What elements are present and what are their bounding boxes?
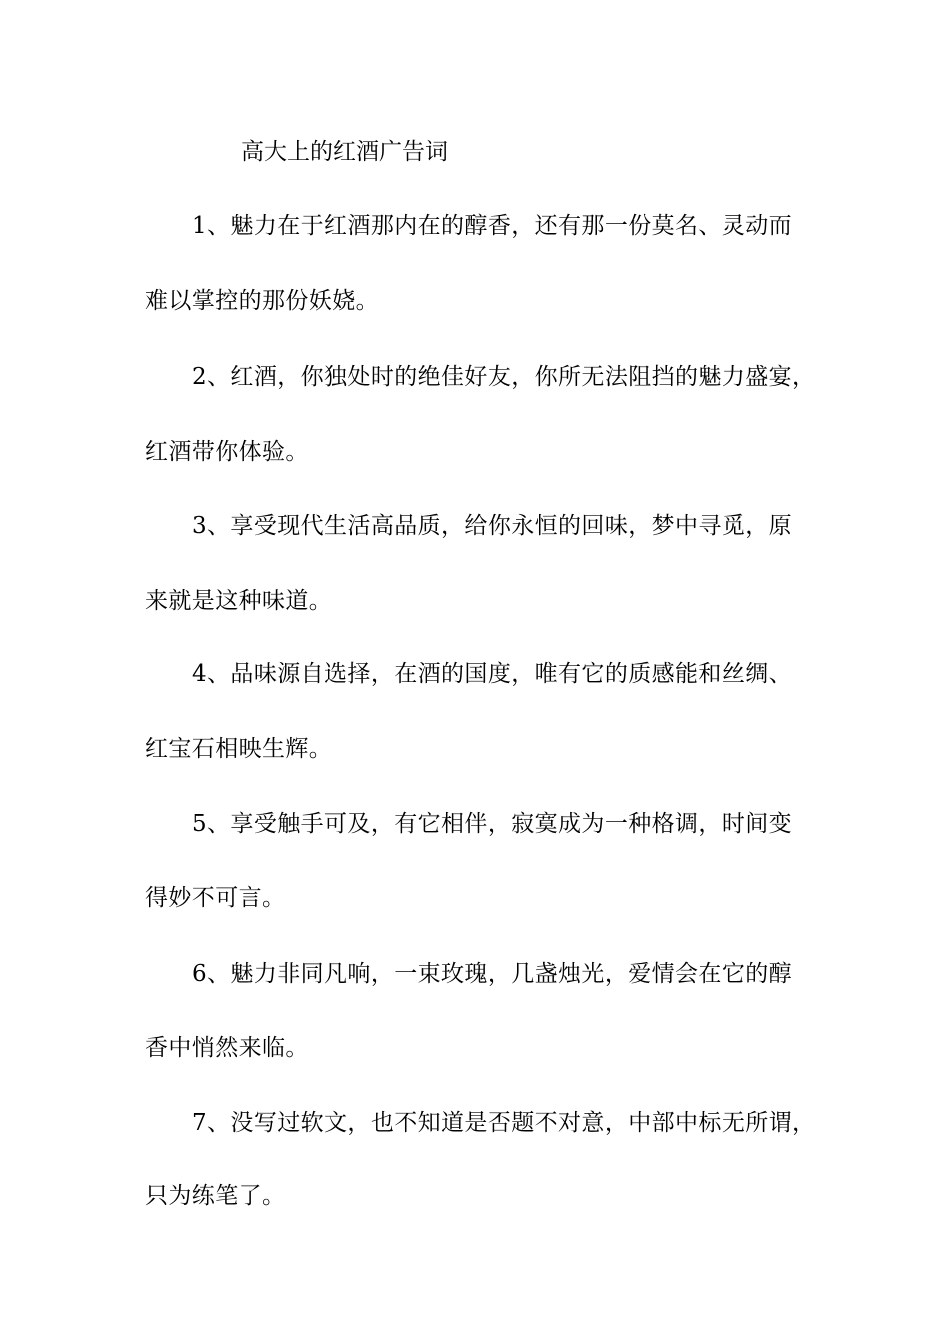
item-1-line-2: 难以掌控的那份妖娆。 (145, 288, 379, 314)
item-4-line-2: 红宝石相映生辉。 (145, 736, 333, 762)
item-6-line-1: 6、魅力非同凡响，一束玫瑰，几盏烛光，爱情会在它的醇 (192, 961, 793, 987)
item-1-line-1: 1、魅力在于红酒那内在的醇香，还有那一份莫名、灵动而 (192, 213, 793, 239)
document-title: 高大上的红酒广告词 (241, 139, 448, 165)
item-2-line-1: 2、红酒，你独处时的绝佳好友，你所无法阻挡的魅力盛宴， (192, 364, 816, 390)
item-4-line-1: 4、品味源自选择，在酒的国度，唯有它的质感能和丝绸、 (192, 661, 793, 687)
item-2-line-2: 红酒带你体验。 (145, 439, 309, 465)
item-5-line-2: 得妙不可言。 (145, 885, 286, 911)
item-5-line-1: 5、享受触手可及，有它相伴，寂寞成为一种格调，时间变 (192, 811, 793, 837)
item-3-line-1: 3、享受现代生活高品质，给你永恒的回味，梦中寻觅，原 (192, 513, 793, 539)
item-3-line-2: 来就是这种味道。 (145, 588, 333, 614)
item-7-line-1: 7、没写过软文，也不知道是否题不对意，中部中标无所谓， (192, 1110, 816, 1136)
item-6-line-2: 香中悄然来临。 (145, 1035, 309, 1061)
item-7-line-2: 只为练笔了。 (145, 1183, 286, 1209)
